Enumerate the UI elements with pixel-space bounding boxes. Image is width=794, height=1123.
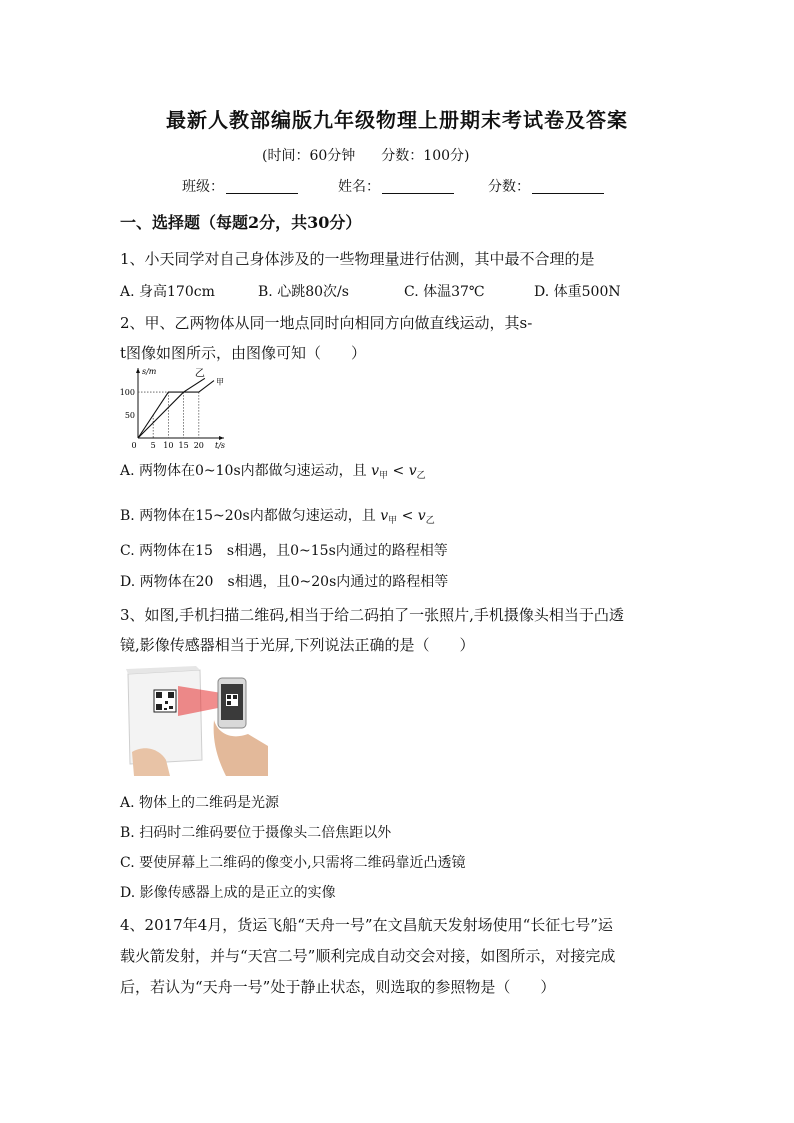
x-tick-label: 20	[193, 441, 204, 450]
score-blank[interactable]	[532, 179, 604, 194]
score-field	[488, 176, 604, 196]
exam-total-score: 分数：100分)	[381, 148, 470, 164]
section-heading: 一、选择题（每题2分，共30分）	[120, 213, 362, 232]
v-jia-subscript: 甲	[388, 516, 398, 526]
v-jia-symbol: v	[380, 508, 389, 524]
q2-option-a	[120, 460, 426, 481]
q2-option-b-text: B. 两物体在15~20s内都做匀速运动，且	[120, 508, 376, 524]
v-yi-subscript: 乙	[416, 471, 426, 481]
q4-stem-line3: 后，若认为“天舟一号”处于静止状态，则选取的参照物是（ ）	[120, 978, 556, 996]
name-blank[interactable]	[382, 179, 454, 194]
q3-stem-line2: 镜,影像传感器相当于光屏,下列说法正确的是（ ）	[120, 636, 475, 654]
q2-option-b	[120, 505, 435, 526]
qr-scan-photo	[120, 664, 270, 776]
y-axis-label: s/m	[142, 367, 157, 376]
class-blank[interactable]	[226, 179, 298, 194]
name-field	[338, 176, 454, 196]
qr-box	[126, 666, 202, 764]
less-than-sign: <	[392, 463, 405, 479]
q4-stem-line1: 4、2017年4月，货运飞船“天舟一号”在文昌航天发射场使用“长征七号”运	[120, 916, 613, 934]
exam-meta	[262, 145, 469, 165]
phone-icon	[218, 678, 246, 728]
q3-option-d: D. 影像传感器上成的是正立的实像	[120, 885, 336, 901]
x-tick-label: 15	[178, 441, 189, 450]
q1-options	[120, 281, 621, 301]
y-axis-arrow	[136, 368, 140, 373]
exam-time: (时间：60分钟	[262, 148, 356, 164]
q2-stem-line2: t图像如图所示，由图像可知（ ）	[120, 344, 367, 362]
q1-option-d: D. 体重500N	[534, 284, 621, 300]
x-tick-label: 10	[163, 441, 174, 450]
q2-option-c: C. 两物体在15 s相遇，且0~15s内通过的路程相等	[120, 543, 448, 559]
q2-option-a-text: A. 两物体在0~10s内都做匀速运动，且	[120, 463, 367, 479]
v-yi-symbol: v	[417, 508, 426, 524]
class-field	[182, 176, 298, 196]
q3-stem-line1: 3、如图,手机扫描二维码,相当于给二码拍了一张照片,手机摄像头相当于凸透	[120, 606, 624, 624]
q1-stem: 1、小天同学对自己身体涉及的一些物理量进行估测，其中最不合理的是	[120, 250, 595, 268]
v-yi-symbol: v	[408, 463, 417, 479]
y-tick-label: 100	[119, 388, 135, 398]
st-graph	[118, 366, 230, 454]
q3-option-c: C. 要使屏幕上二维码的像变小,只需将二维码靠近凸透镜	[120, 855, 466, 871]
class-label: 班级：	[182, 179, 224, 195]
q2-stem-line1: 2、甲、乙两物体从同一地点同时向相同方向做直线运动，其s-	[120, 314, 533, 332]
series-label-jia: 甲	[216, 377, 224, 387]
name-label: 姓名：	[338, 179, 380, 195]
q1-option-c: C. 体温37℃	[404, 284, 485, 300]
q1-option-a: A. 身高170cm	[120, 284, 215, 300]
series-line-yi	[138, 378, 205, 438]
q3-option-a: A. 物体上的二维码是光源	[120, 795, 280, 811]
x-tick-label: 5	[150, 441, 156, 450]
qr-code-icon	[154, 690, 176, 712]
v-jia-subscript: 甲	[379, 471, 389, 481]
series-label-yi: 乙	[194, 368, 205, 380]
x-axis-arrow	[219, 436, 224, 440]
q2-option-d: D. 两物体在20 s相遇，且0~20s内通过的路程相等	[120, 574, 449, 590]
page-title: 最新人教部编版九年级物理上册期末考试卷及答案	[166, 108, 628, 132]
q4-stem-line2: 载火箭发射，并与“天宫二号”顺利完成自动交会对接，如图所示，对接完成	[120, 947, 616, 965]
q1-option-b: B. 心跳80次/s	[258, 284, 349, 300]
v-jia-symbol: v	[371, 463, 380, 479]
v-yi-subscript: 乙	[425, 516, 435, 526]
y-tick-label: 50	[124, 411, 135, 421]
series-line-jia	[138, 381, 214, 438]
x-tick-label: 0	[131, 441, 137, 450]
score-label: 分数：	[488, 179, 530, 195]
less-than-sign: <	[401, 508, 414, 524]
x-axis-label: t/s	[215, 441, 226, 450]
q3-option-b: B. 扫码时二维码要位于摄像头二倍焦距以外	[120, 825, 392, 841]
